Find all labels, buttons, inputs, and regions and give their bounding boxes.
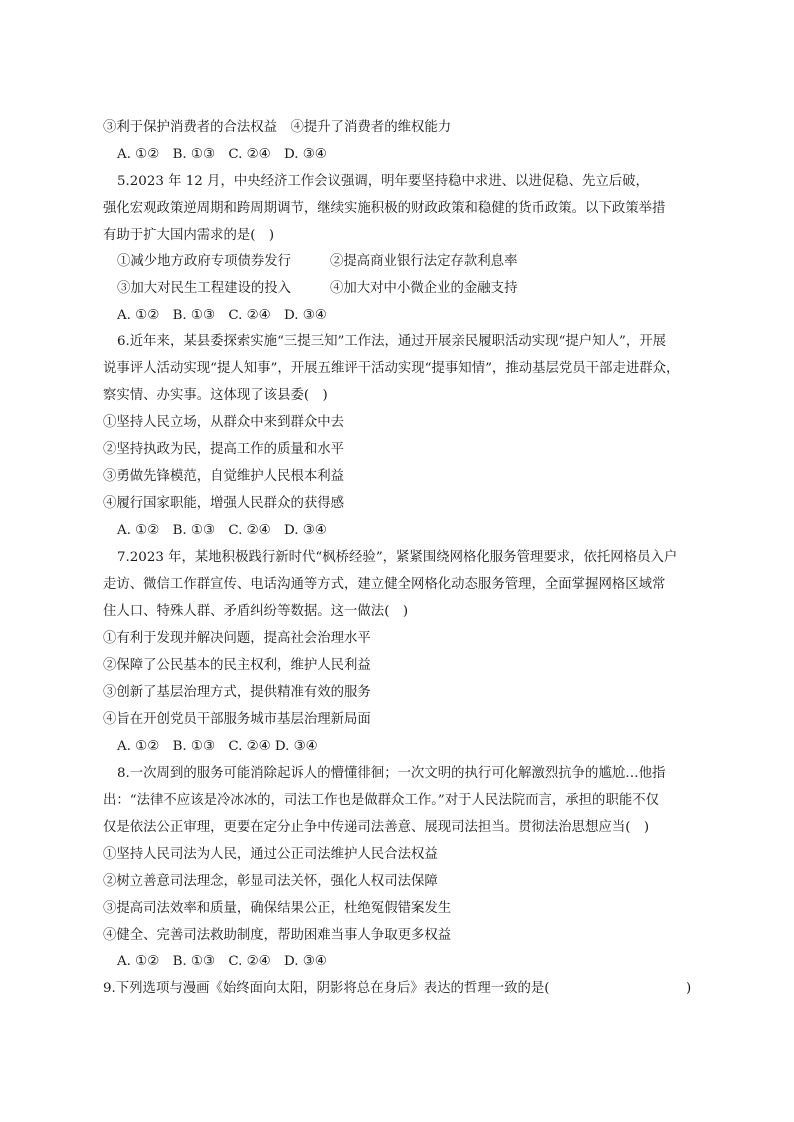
q9-stem: 9.下列选项与漫画《始终面向太阳，阴影将总在身后》表达的哲理一致的是( — [103, 981, 550, 996]
q7-option-2: ②保障了公民基本的民主权利，维护人民利益 — [103, 658, 371, 673]
q5-stem-line-2: 强化宏观政策逆周期和跨周期调节，继续实施积极的财政政策和稳健的货币政策。以下政策举措 — [103, 201, 666, 216]
q5-stem-line-3: 有助于扩大国内需求的是( ) — [103, 228, 275, 243]
q5-option-3: ③加大对民生工程建设的投入 — [117, 281, 292, 296]
q8-option-3: ③提高司法效率和质量，确保结果公正，杜绝冤假错案发生 — [103, 901, 452, 916]
q7-option-3: ③创新了基层治理方式，提供精准有效的服务 — [103, 685, 371, 700]
q8-stem-line-1: 8.一次周到的服务可能消除起诉人的懵懂徘徊；一次文明的执行可化解激烈抗争的尴尬…他指 — [117, 766, 666, 781]
q8-answer-choices: A. ①② B. ①③ C. ②④ D. ③④ — [117, 954, 327, 969]
q8-option-4: ④健全、完善司法救助制度，帮助困难当事人争取更多权益 — [103, 928, 452, 943]
q6-option-2: ②坚持执政为民，提高工作的质量和水平 — [103, 442, 345, 457]
q7-stem-line-1: 7.2023 年，某地积极践行新时代“枫桥经验”，紧紧围绕网格化服务管理要求，依托网格员入户 — [117, 550, 678, 565]
q5-option-2: ②提高商业银行法定存款利息率 — [330, 254, 518, 269]
q5-answer-choices: A. ①② B. ①③ C. ②④ D. ③④ — [117, 308, 327, 323]
q6-stem-line-1: 6.近年来，某县委探索实施“三提三知”工作法，通过开展亲民履职活动实现“提户知人”，开展 — [117, 334, 666, 349]
q5-option-4: ④加大对中小微企业的金融支持 — [330, 281, 518, 296]
q6-answer-choices: A. ①② B. ①③ C. ②④ D. ③④ — [117, 523, 327, 538]
q7-stem-line-3: 住人口、特殊人群、矛盾纠纷等数据。这一做法( ) — [103, 604, 409, 619]
q6-stem-line-2: 说事评人活动实现“提人知事”，开展五维评干活动实现“提事知情”，推动基层党员干部走进群众， — [103, 361, 680, 376]
q7-option-4: ④旨在开创党员干部服务城市基层治理新局面 — [103, 712, 371, 727]
q9-paren-close: ) — [686, 981, 692, 996]
q7-answer-choices: A. ①② B. ①③ C. ②④ D. ③④ — [117, 739, 318, 754]
q4-statement-line: ③利于保护消费者的合法权益 ④提升了消费者的维权能力 — [103, 120, 452, 135]
q8-stem-line-3: 仅是依法公正审理，更要在定分止争中传递司法善意、展现司法担当。贯彻法治思想应当( ) — [103, 820, 650, 835]
q6-option-3: ③勇做先锋模范，自觉维护人民根本利益 — [103, 469, 345, 484]
q8-option-2: ②树立善意司法理念，彰显司法关怀，强化人权司法保障 — [103, 874, 438, 889]
q6-option-1: ①坚持人民立场，从群众中来到群众中去 — [103, 415, 345, 430]
q5-option-1: ①减少地方政府专项债券发行 — [117, 254, 292, 269]
q7-stem-line-2: 走访、微信工作群宣传、电话沟通等方式，建立健全网格化动态服务管理，全面掌握网格区域常 — [103, 577, 666, 592]
q6-option-4: ④履行国家职能，增强人民群众的获得感 — [103, 496, 345, 511]
q8-stem-line-2: 出：“法律不应该是冷冰冰的，司法工作也是做群众工作。”对于人民法院而言，承担的职能不仅 — [103, 793, 660, 808]
q5-stem-line-1: 5.2023 年 12 月，中央经济工作会议强调，明年要坚持稳中求进、以进促稳、先立后破， — [117, 174, 649, 189]
q6-stem-line-3: 察实情、办实事。这体现了该县委( ) — [103, 388, 328, 403]
q8-option-1: ①坚持人民司法为人民，通过公正司法维护人民合法权益 — [103, 847, 438, 862]
q7-option-1: ①有利于发现并解决问题，提高社会治理水平 — [103, 631, 371, 646]
q4-answer-choices: A. ①② B. ①③ C. ②④ D. ③④ — [117, 147, 327, 162]
